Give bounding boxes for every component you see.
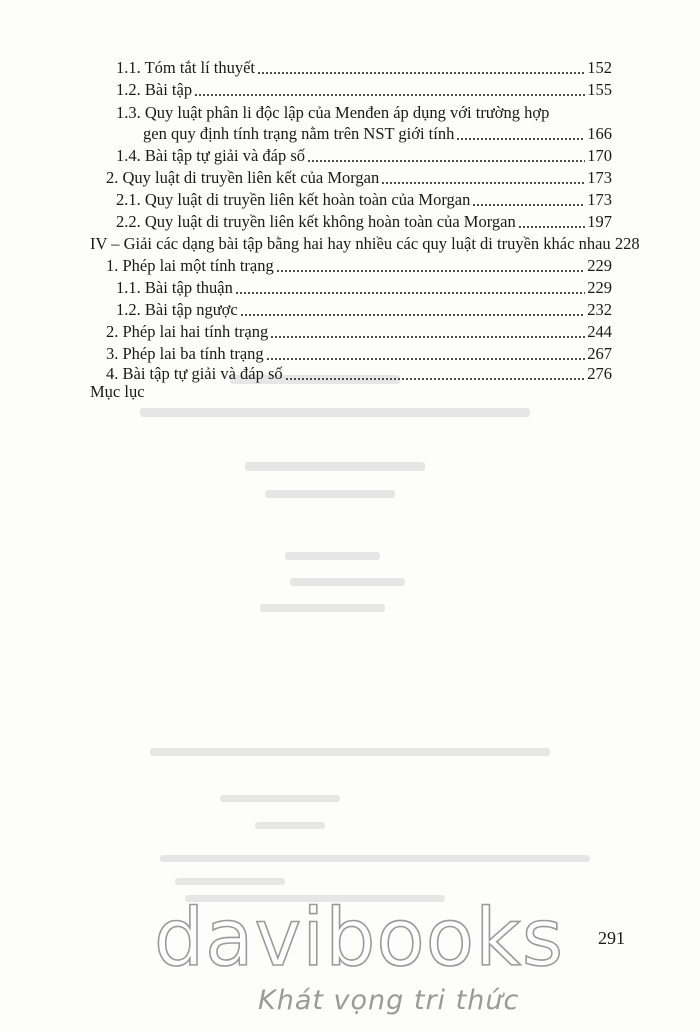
toc-entry-title: 4. Bài tập tự giải và đáp số — [106, 364, 283, 383]
toc-entry — [116, 212, 612, 232]
toc-dot-leader — [381, 171, 585, 185]
toc-entry-title: 1. Phép lai một tính trạng — [106, 256, 274, 275]
toc-entry-title: Mục lục — [90, 382, 145, 401]
toc-entry — [116, 80, 612, 100]
toc-dot-leader — [307, 149, 585, 163]
toc-entry — [116, 146, 612, 166]
toc-entry-page: 229 — [587, 256, 612, 275]
toc-entry — [116, 300, 612, 320]
toc-entry — [116, 58, 612, 78]
toc-dot-leader — [270, 325, 585, 339]
toc-entry-page: 166 — [587, 124, 612, 143]
toc-dot-leader — [285, 367, 585, 381]
toc-entry-title: 3. Phép lai ba tính trạng — [106, 344, 264, 363]
toc-entry-page: 244 — [587, 322, 612, 341]
toc-dot-leader — [266, 347, 585, 361]
toc-entry-title: gen quy định tính trạng nằm trên NST giới tính — [143, 124, 455, 143]
toc-entry-page: 173 — [587, 168, 612, 187]
toc-entry-title: 2. Quy luật di truyền liên kết của Morgan — [106, 168, 380, 187]
toc-entry — [90, 234, 640, 254]
toc-entry-title: 1.1. Tóm tắt lí thuyết — [116, 58, 256, 77]
toc-entry — [106, 168, 612, 188]
toc-dot-leader — [518, 215, 585, 229]
toc-dot-leader — [240, 303, 585, 317]
toc-entry-page: 267 — [587, 344, 612, 363]
toc-entry — [106, 256, 612, 276]
watermark-logo: davibooks — [154, 892, 564, 984]
toc-entry-page: 152 — [587, 58, 612, 77]
toc-entry-title: 1.2. Bài tập — [116, 80, 193, 99]
toc-dot-leader — [235, 281, 585, 295]
toc-entry-page: 228 — [614, 234, 640, 253]
page-number: 291 — [598, 928, 625, 948]
toc-entry-page: 232 — [587, 300, 612, 319]
toc-entry-page: 197 — [587, 212, 612, 231]
toc-entry-title: IV – Giải các dạng bài tập bằng hai hay nhiều các quy luật di truyền khác nhau — [90, 234, 611, 253]
toc-entry-page: 173 — [587, 190, 612, 209]
toc-dot-leader — [257, 61, 585, 75]
toc-entry-title: 1.1. Bài tập thuận — [116, 278, 233, 297]
toc-entry-title-line1: 1.3. Quy luật phân li độc lập của Menđen áp dụng với trường hợp — [116, 103, 550, 122]
toc-entry-title: 2.2. Quy luật di truyền liên kết không hoàn toàn của Morgan — [116, 212, 516, 231]
toc-entry — [116, 190, 612, 210]
watermark-slogan: Khát vọng tri thức — [258, 985, 520, 1016]
toc-entry — [106, 364, 612, 384]
toc-entry-page: 276 — [587, 364, 612, 383]
toc-entry-page: 155 — [587, 80, 612, 99]
toc-dot-leader — [276, 259, 585, 273]
toc-dot-leader — [456, 127, 585, 141]
toc-entry — [106, 344, 612, 364]
toc-entry-title: 2. Phép lai hai tính trạng — [106, 322, 269, 341]
toc-dot-leader — [472, 193, 585, 207]
toc-entry-page: 229 — [587, 278, 612, 297]
toc-entry-page: 170 — [587, 146, 612, 165]
toc-entry — [143, 124, 612, 144]
toc-entry — [116, 278, 612, 298]
toc-entry — [106, 322, 612, 342]
toc-entry-title: 1.2. Bài tập ngược — [116, 300, 238, 319]
toc-dot-leader — [194, 83, 585, 97]
toc-entry-title: 2.1. Quy luật di truyền liên kết hoàn toàn của Morgan — [116, 190, 471, 209]
toc-entry-title: 1.4. Bài tập tự giải và đáp số — [116, 146, 306, 165]
